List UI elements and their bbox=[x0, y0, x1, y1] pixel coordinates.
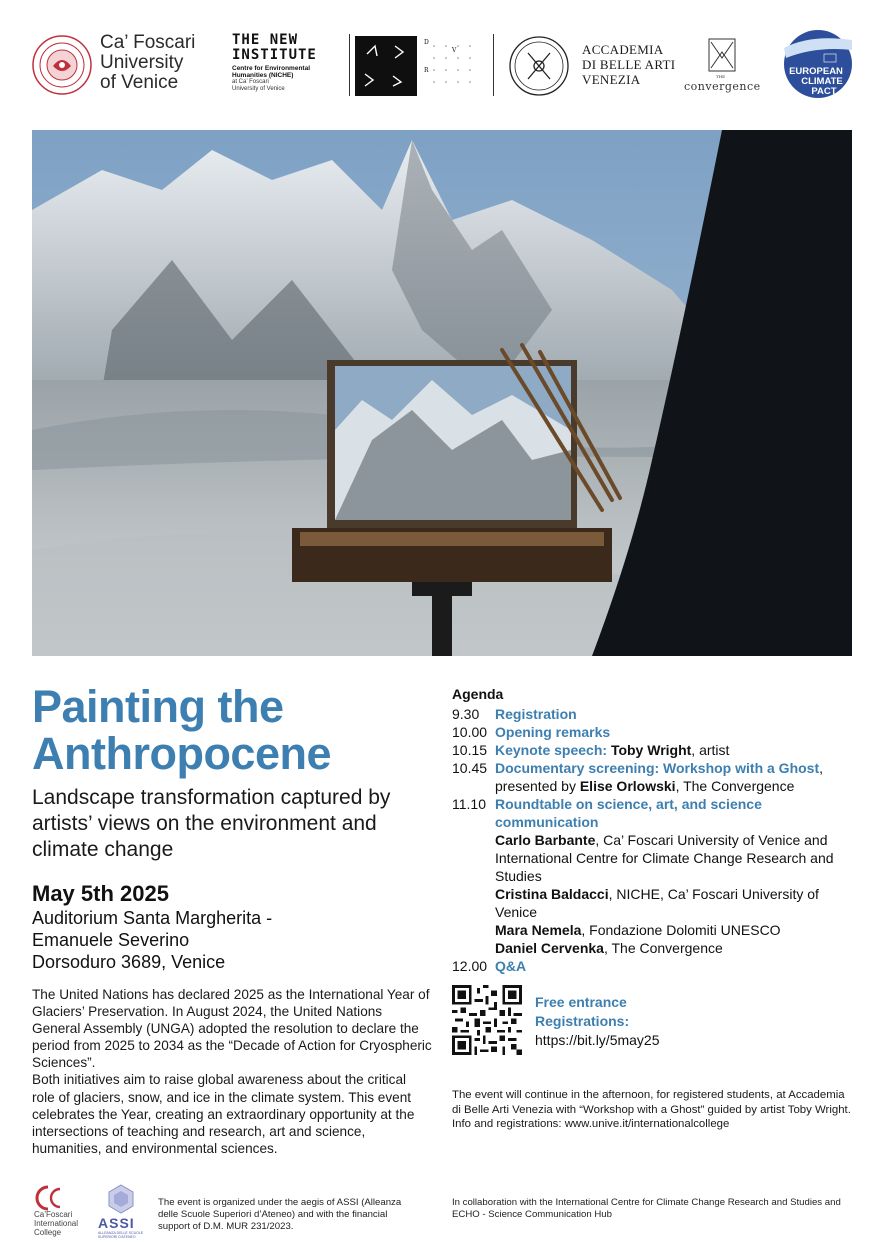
venue-line: Auditorium Santa Margherita - bbox=[32, 908, 273, 928]
panelist bbox=[495, 831, 862, 885]
event-title-line: Anthropocene bbox=[32, 728, 332, 779]
event-venue bbox=[32, 907, 432, 973]
dvr-letter-v: V bbox=[452, 47, 457, 54]
agenda-title: Documentary screening: Workshop with a Ghost bbox=[495, 760, 820, 776]
panelist-affiliation: , Fondazione Dolomiti UNESCO bbox=[581, 922, 781, 938]
assi-subtitle: ALLEANZA DELLE SCUOLE SUPERIORI D'ATENEO bbox=[98, 1231, 144, 1239]
panelist bbox=[495, 939, 862, 957]
panelist-name: Cristina Baldacci bbox=[495, 886, 609, 902]
new-institute-sub2-line: at Ca’ Foscari bbox=[232, 79, 269, 85]
agenda-item bbox=[452, 741, 862, 759]
cafoscari-line: of Venice bbox=[100, 72, 179, 93]
logo-divider bbox=[349, 34, 350, 96]
accademia-line: ACCADEMIA bbox=[582, 42, 664, 57]
dvr-letter-r: R bbox=[424, 67, 429, 74]
registrations-label: Registrations: bbox=[535, 1013, 630, 1029]
panelist-name: Carlo Barbante bbox=[495, 832, 596, 848]
agenda-title: Roundtable on science, art, and science communication bbox=[495, 796, 762, 830]
agenda-time: 10.00 bbox=[452, 724, 488, 740]
agenda-tail: , bbox=[819, 760, 824, 776]
accademia-seal-icon bbox=[508, 35, 570, 97]
panelist-list bbox=[495, 831, 862, 957]
accademia-line: VENEZIA bbox=[582, 72, 641, 87]
registration-qr-code[interactable] bbox=[452, 985, 522, 1055]
event-title bbox=[32, 683, 432, 777]
agenda-item bbox=[452, 705, 862, 723]
agenda-heading: Agenda bbox=[452, 686, 504, 702]
agenda-list bbox=[452, 705, 862, 975]
panelist-name: Mara Nemela bbox=[495, 922, 582, 938]
agenda-role: , artist bbox=[691, 742, 730, 758]
venue-line: Emanuele Severino bbox=[32, 930, 190, 950]
convergence-wordmark: convergence bbox=[684, 80, 761, 93]
organized-note: The event is organized under the aegis of ASSI (Alleanza delle Scuole Superiori d’Ateneo) and with the financial support of D.M. MUR 231/2023. bbox=[158, 1197, 402, 1232]
agenda-time: 10.15 bbox=[452, 742, 488, 758]
cafoscari-line: Ca’ Foscari bbox=[100, 32, 196, 53]
registration-info bbox=[535, 993, 660, 1050]
ecp-line: EUROPEAN bbox=[789, 66, 843, 77]
cafoscari-seal-icon bbox=[31, 34, 93, 96]
new-institute-title bbox=[232, 33, 342, 63]
event-date: May 5th 2025 bbox=[32, 881, 169, 906]
afternoon-note: The event will continue in the afternoon, for registered students, at Accademia di Belle Arti Venezia with “Workshop with a Ghost” guided by artist Toby Wright. Info and registrations: www.unive.it/internationalcollege bbox=[452, 1089, 851, 1130]
agenda-time: 10.45 bbox=[452, 760, 488, 776]
event-subtitle: Landscape transformation captured by artists’ views on the environment and climate change bbox=[32, 786, 391, 861]
assi-wordmark: ASSI bbox=[98, 1215, 135, 1231]
event-title-line: Painting the bbox=[32, 681, 284, 732]
new-institute-sub bbox=[232, 65, 342, 79]
panelist-affiliation: , NICHE, Ca’ Foscari University of Venice bbox=[495, 886, 819, 920]
agenda-item bbox=[452, 723, 862, 741]
dvr-letter-d: D bbox=[424, 39, 429, 46]
dvr-grid-icon bbox=[422, 36, 482, 96]
new-institute-sub-line: Humanities (NICHE) bbox=[232, 72, 294, 79]
new-institute-sub2 bbox=[232, 79, 342, 93]
convergence-the: THE bbox=[716, 74, 726, 79]
description-paragraph: Both initiatives aim to raise global awareness about the critical role of glaciers, snow, and ice in the climate system. This event celebrates the Year, creating an extraordinary opportunity at the intersections of teaching and research, art and science, humanities, and environmental sciences. bbox=[32, 1072, 415, 1156]
agenda-speaker: Toby Wright bbox=[610, 742, 692, 758]
agenda-role: , The Convergence bbox=[675, 778, 795, 794]
panelist-affiliation: , Ca’ Foscari University of Venice and International Centre for Climate Change Research and Studies bbox=[495, 832, 834, 884]
accademia-line: DI BELLE ARTI bbox=[582, 57, 676, 72]
accademia-wordmark bbox=[582, 42, 675, 87]
description-paragraph: The United Nations has declared 2025 as the International Year of Glaciers’ Preservation. In August 2024, the United Nations General Assembly (UNGA) adopted the resolution to declare the period from 2025 to 2034 as the “Decade of Action for Cryospheric Sciences”. bbox=[32, 987, 432, 1071]
agenda-title: Opening remarks bbox=[495, 724, 611, 740]
agenda-time: 11.10 bbox=[452, 796, 486, 812]
agenda-item bbox=[452, 957, 862, 975]
cafoscari-line: University bbox=[100, 52, 184, 73]
cafoscari-international-college-wordmark bbox=[34, 1210, 78, 1237]
convergence-emblem-icon bbox=[708, 38, 736, 72]
agenda-item bbox=[452, 795, 862, 831]
agenda-title: Registration bbox=[495, 706, 577, 722]
event-description bbox=[32, 986, 432, 1157]
cafoscari-international-college-icon bbox=[32, 1183, 72, 1213]
european-climate-pact-logo bbox=[770, 28, 852, 102]
cfic-line: College bbox=[34, 1228, 62, 1237]
cfic-line: Ca’Foscari bbox=[34, 1210, 73, 1219]
agenda-title: Keynote speech: bbox=[495, 742, 608, 758]
new-institute-sub2-line: University of Venice bbox=[232, 86, 285, 92]
agenda-speaker: Elise Orlowski bbox=[579, 778, 676, 794]
venue-line: Dorsoduro 3689, Venice bbox=[32, 952, 226, 972]
new-institute-logo bbox=[232, 33, 342, 93]
panelist-name: Daniel Cervenka bbox=[495, 940, 604, 956]
agenda-title: Q&A bbox=[495, 958, 527, 974]
free-entrance-label: Free entrance bbox=[535, 994, 627, 1010]
ecp-line: PACT bbox=[811, 86, 837, 97]
dvr-arrows-icon bbox=[355, 36, 417, 96]
agenda-pre: presented by bbox=[495, 778, 580, 794]
registration-link[interactable]: https://bit.ly/5may25 bbox=[535, 1032, 660, 1048]
agenda-time: 12.00 bbox=[452, 958, 488, 974]
agenda-item bbox=[452, 759, 862, 795]
new-institute-title-line: THE NEW bbox=[232, 32, 299, 48]
panelist-affiliation: , The Convergence bbox=[603, 940, 723, 956]
assi-hexagon-icon bbox=[106, 1184, 136, 1214]
new-institute-sub-line: Centre for Environmental bbox=[232, 65, 311, 72]
panelist bbox=[495, 921, 862, 939]
agenda-time: 9.30 bbox=[452, 706, 480, 722]
ecp-line: CLIMATE bbox=[801, 76, 843, 87]
logo-divider bbox=[493, 34, 494, 96]
hero-photo-painter-glacier bbox=[32, 130, 852, 656]
cfic-line: International bbox=[34, 1219, 79, 1228]
new-institute-title-line: INSTITUTE bbox=[232, 47, 317, 63]
cafoscari-wordmark bbox=[100, 33, 195, 93]
collaboration-note: In collaboration with the International Centre for Climate Change Research and Studies and ECHO - Science Communication Hub bbox=[452, 1197, 841, 1220]
panelist bbox=[495, 885, 862, 921]
